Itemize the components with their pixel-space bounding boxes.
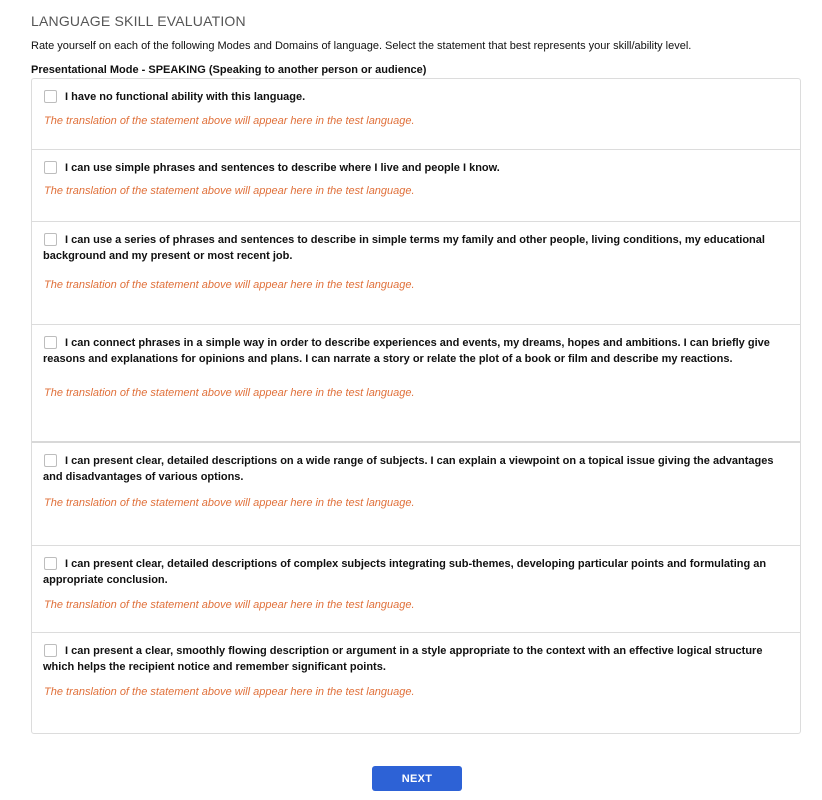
option-statement: I can present clear, detailed descriptions of complex subjects integrating sub-themes, developing particular points and formulating an appropriate conclusion. xyxy=(43,558,767,586)
option-statement: I can use simple phrases and sentences to describe where I live and people I know. xyxy=(65,162,500,174)
next-button[interactable]: NEXT xyxy=(372,766,462,791)
option-row[interactable] xyxy=(32,443,800,546)
option-translation: The translation of the statement above will appear here in the test language. xyxy=(44,686,415,698)
intro-text: Rate yourself on each of the following Modes and Domains of language. Select the statement that best represents your skill/ability level. xyxy=(31,40,692,52)
options-list xyxy=(31,78,801,734)
option-translation: The translation of the statement above will appear here in the test language. xyxy=(44,497,415,509)
option-translation: The translation of the statement above will appear here in the test language. xyxy=(44,387,415,399)
option-row[interactable] xyxy=(32,222,800,325)
option-row[interactable] xyxy=(32,325,800,443)
option-statement: I can present a clear, smoothly flowing description or argument in a style appropriate to the context with an effective logical structure which helps the recipient notice and remember significant points. xyxy=(43,645,763,673)
option-statement: I can present clear, detailed descriptions on a wide range of subjects. I can explain a viewpoint on a topical issue giving the advantages and disadvantages of various options. xyxy=(43,455,774,483)
option-row[interactable] xyxy=(32,546,800,633)
option-statement: I have no functional ability with this language. xyxy=(65,91,306,103)
page-title: LANGUAGE SKILL EVALUATION xyxy=(31,13,246,29)
option-row[interactable] xyxy=(32,150,800,222)
option-translation: The translation of the statement above will appear here in the test language. xyxy=(44,599,415,611)
option-translation: The translation of the statement above will appear here in the test language. xyxy=(44,185,415,197)
option-translation: The translation of the statement above will appear here in the test language. xyxy=(44,279,415,291)
section-title: Presentational Mode - SPEAKING (Speaking to another person or audience) xyxy=(31,64,427,76)
option-translation: The translation of the statement above will appear here in the test language. xyxy=(44,115,415,127)
option-statement: I can use a series of phrases and sentences to describe in simple terms my family and other people, living conditions, my educational background and my present or most recent job. xyxy=(43,234,765,262)
option-row[interactable] xyxy=(32,79,800,150)
option-statement: I can connect phrases in a simple way in order to describe experiences and events, my dreams, hopes and ambitions. I can briefly give reasons and explanations for opinions and plans. I can narrate a story or relate the plot of a book or film and describe my reactions. xyxy=(43,337,770,365)
option-row[interactable] xyxy=(32,633,800,733)
